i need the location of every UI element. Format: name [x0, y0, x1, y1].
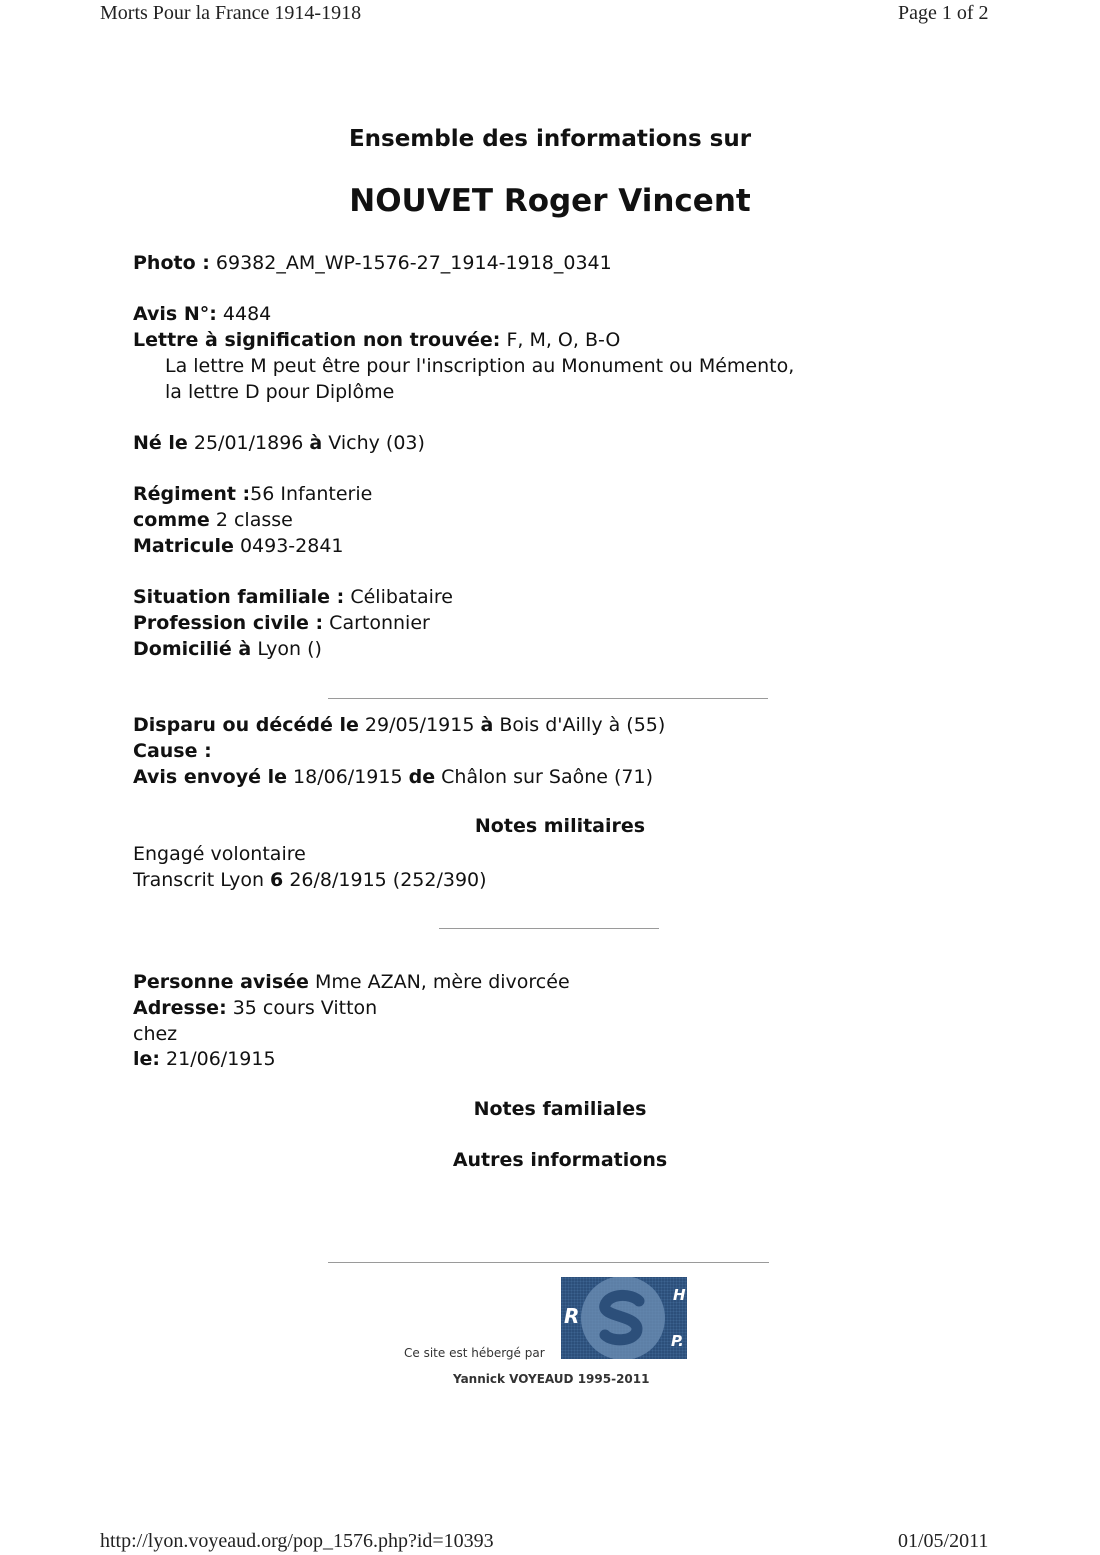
chez-row: chez	[133, 1023, 178, 1045]
notes-familiales-heading: Notes familiales	[473, 1098, 647, 1120]
comme-value: 2 classe	[215, 509, 293, 531]
naissance-label: Né le	[133, 432, 188, 454]
adresse-label: Adresse:	[133, 997, 227, 1019]
transcrit-prefix: Transcrit Lyon	[133, 869, 264, 891]
page-title: NOUVET Roger Vincent	[349, 183, 751, 219]
print-footer-date: 01/05/2011	[898, 1530, 989, 1552]
avis-envoye-row	[133, 764, 653, 790]
situation-label: Situation familiale :	[133, 586, 345, 608]
print-header-page: Page 1 of 2	[898, 2, 989, 24]
logo-letter-h: H	[673, 1286, 686, 1304]
notes-militaires-heading: Notes militaires	[474, 815, 646, 837]
notes-militaires-line-2	[133, 867, 487, 893]
divider-2	[439, 928, 659, 929]
host-logo[interactable]	[561, 1277, 687, 1359]
naissance-row	[133, 430, 425, 456]
adresse-row	[133, 995, 377, 1021]
comme-label: comme	[133, 509, 210, 531]
personne-value: Mme AZAN, mère divorcée	[314, 971, 570, 993]
deces-lieu: Bois d'Ailly à (55)	[499, 714, 666, 736]
avis-envoye-de: de	[408, 766, 436, 788]
domicile-value: Lyon ()	[257, 638, 322, 660]
situation-value: Célibataire	[350, 586, 454, 608]
avis-envoye-lieu: Châlon sur Saône (71)	[441, 766, 653, 788]
photo-label: Photo :	[133, 252, 210, 274]
logo-letter-r: R	[564, 1304, 580, 1328]
le-value: 21/06/1915	[166, 1048, 276, 1070]
avis-envoye-label: Avis envoyé le	[133, 766, 287, 788]
regiment-row	[133, 481, 372, 507]
avis-value: 4484	[222, 303, 272, 325]
domicile-label: Domicilié à	[133, 638, 252, 660]
transcrit-number: 6	[270, 869, 284, 891]
personne-label: Personne avisée	[133, 971, 309, 993]
lettre-row	[133, 327, 620, 353]
profession-value: Cartonnier	[329, 612, 430, 634]
adresse-value: 35 cours Vitton	[232, 997, 378, 1019]
personne-row	[133, 969, 570, 995]
matricule-row	[133, 533, 344, 559]
photo-row	[133, 250, 612, 276]
autres-informations-heading: Autres informations	[452, 1149, 668, 1171]
lettre-label: Lettre à signification non trouvée:	[133, 329, 501, 351]
logo-letter-p: P.	[671, 1332, 684, 1350]
lettre-note-1: La lettre M peut être pour l'inscription au Monument ou Mémento,	[165, 355, 795, 377]
lettre-note-2: la lettre D pour Diplôme	[165, 381, 395, 403]
naissance-a: à	[309, 432, 323, 454]
profession-label: Profession civile :	[133, 612, 324, 634]
domicile-row	[133, 636, 322, 662]
photo-value: 69382_AM_WP-1576-27_1914-1918_0341	[215, 252, 612, 274]
lettre-value: F, M, O, B-O	[506, 329, 621, 351]
le-label: le:	[133, 1048, 160, 1070]
matricule-value: 0493-2841	[239, 535, 344, 557]
naissance-date: 25/01/1896	[193, 432, 304, 454]
transcrit-suffix: 26/8/1915 (252/390)	[289, 869, 487, 891]
cause-row	[133, 738, 212, 764]
page-subtitle: Ensemble des informations sur	[348, 126, 752, 152]
print-header-title: Morts Pour la France 1914-1918	[100, 2, 362, 24]
comme-row	[133, 507, 293, 533]
print-footer-url[interactable]: http://lyon.voyeaud.org/pop_1576.php?id=10393	[100, 1530, 494, 1552]
le-row	[133, 1046, 276, 1072]
regiment-label: Régiment :	[133, 483, 251, 505]
matricule-label: Matricule	[133, 535, 234, 557]
cause-label: Cause :	[133, 740, 212, 762]
avis-row	[133, 301, 271, 327]
avis-envoye-date: 18/06/1915	[293, 766, 403, 788]
deces-label: Disparu ou décédé le	[133, 714, 359, 736]
notes-militaires-line-1: Engagé volontaire	[133, 843, 306, 865]
regiment-value: 56 Infanterie	[250, 483, 373, 505]
divider-1	[328, 698, 768, 699]
profession-row	[133, 610, 430, 636]
hosting-text: Ce site est hébergé par	[404, 1346, 545, 1360]
credit-text: Yannick VOYEAUD 1995-2011	[453, 1372, 650, 1386]
rhps-logo-icon	[561, 1277, 687, 1359]
avis-label: Avis N°:	[133, 303, 217, 325]
deces-row	[133, 712, 665, 738]
deces-a: à	[480, 714, 494, 736]
deces-date: 29/05/1915	[364, 714, 475, 736]
situation-row	[133, 584, 453, 610]
naissance-lieu: Vichy (03)	[328, 432, 425, 454]
divider-3	[328, 1262, 769, 1263]
